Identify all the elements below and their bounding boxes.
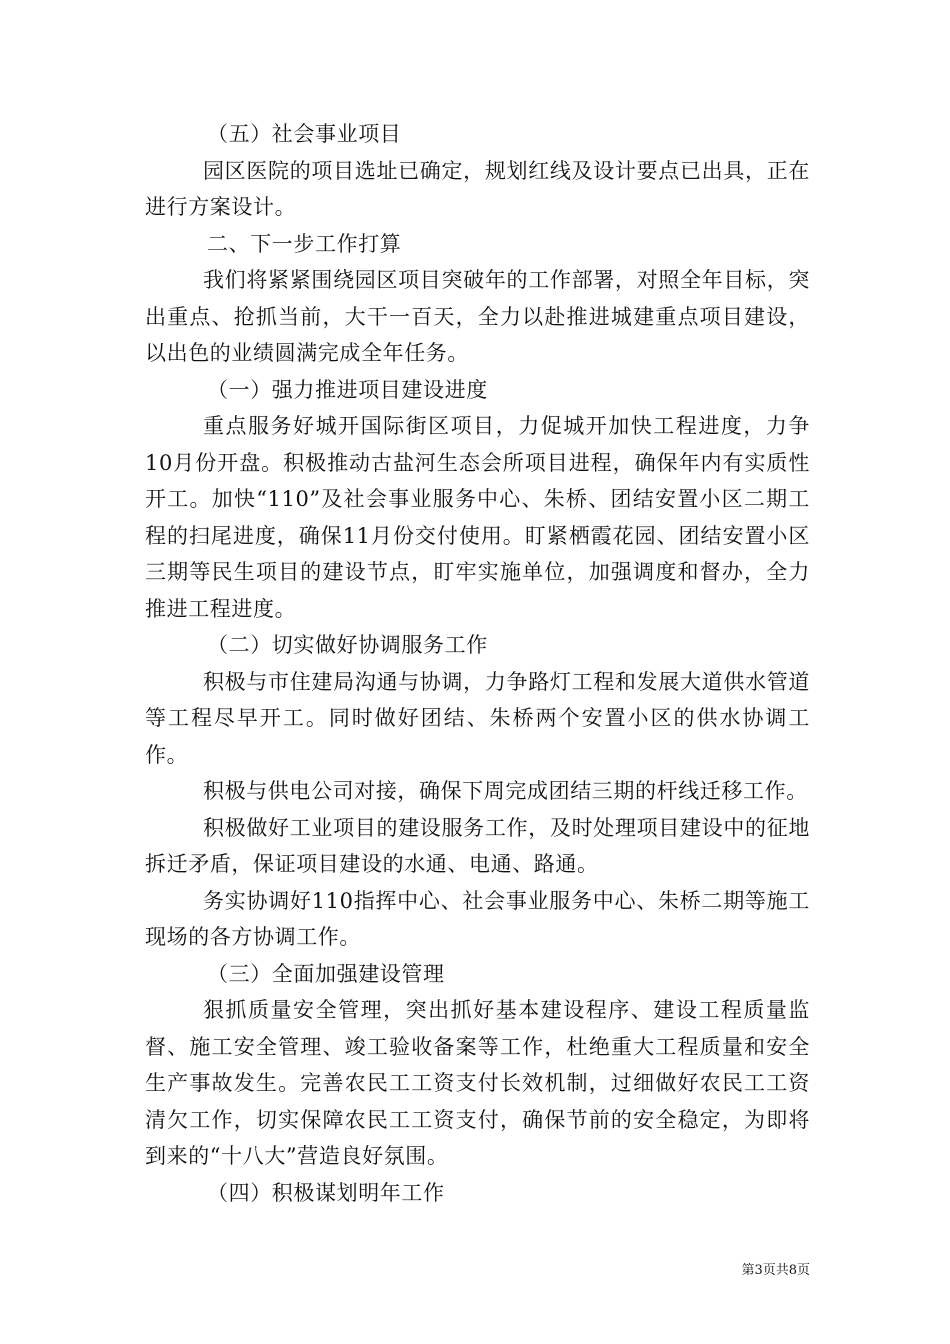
paragraph-hospital: 园区医院的项目选址已确定，规划红线及设计要点已出具，正在进行方案设计。 [145,158,810,219]
paragraph-coordination-industrial: 积极做好工业项目的建设服务工作，及时处理项目建设中的征地拆迁矛盾，保证项目建设的水通、电通、路通。 [145,815,810,876]
paragraph-construction-management: 狠抓质量安全管理，突出抓好基本建设程序、建设工程质量监督、施工安全管理、竣工验收备案等工作，杜绝重大工程质量和安全生产事故发生。完善农民工工资支付长效机制，过细做好农民工工资清欠工作，切实保障农民工工资支付，确保节前的安全稳定，为即将到来的“十八大”营造良好氛围。 [145,998,810,1168]
paragraph-next-steps-intro: 我们将紧紧围绕园区项目突破年的工作部署，对照全年目标，突出重点、抢抓当前，大干一百天，全力以赴推进城建重点项目建设，以出色的业绩圆满完成全年任务。 [145,268,810,365]
section-heading-construction-management: （三）全面加强建设管理 [207,961,445,986]
paragraph-coordination-housing: 积极与市住建局沟通与协调，力争路灯工程和发展大道供水管道等工程尽早开工。同时做好团结、朱桥两个安置小区的供水协调工作。 [145,669,810,767]
section-heading-social-projects: （五）社会事业项目 [207,122,402,146]
paragraph-coordination-sites: 务实协调好110指挥中心、社会事业服务中心、朱桥二期等施工现场的各方协调工作。 [145,888,810,949]
page-number-footer: 第3页共8页 [741,1263,810,1278]
paragraph-project-progress: 重点服务好城开国际街区项目，力促城开加快工程进度，力争10月份开盘。积极推动古盐河生态会所项目进程，确保年内有实质性开工。加快“110”及社会事业服务中心、朱桥、团结安置小区二期工程的扫尾进度，确保11月份交付使用。盯紧栖霞花园、团结安置小区三期等民生项目的建设节点，盯牢实施单位，加强调度和督办，全力推进工程进度。 [145,414,810,621]
section-heading-coordination: （二）切实做好协调服务工作 [207,633,488,657]
section-heading-next-year: （四）积极谋划明年工作 [207,1180,445,1205]
section-heading-next-steps: 二、下一步工作打算 [207,231,402,256]
document-body [145,116,810,1211]
paragraph-coordination-power: 积极与供电公司对接，确保下周完成团结三期的杆线迁移工作。 [203,779,808,803]
section-heading-project-progress: （一）强力推进项目建设进度 [207,377,488,402]
